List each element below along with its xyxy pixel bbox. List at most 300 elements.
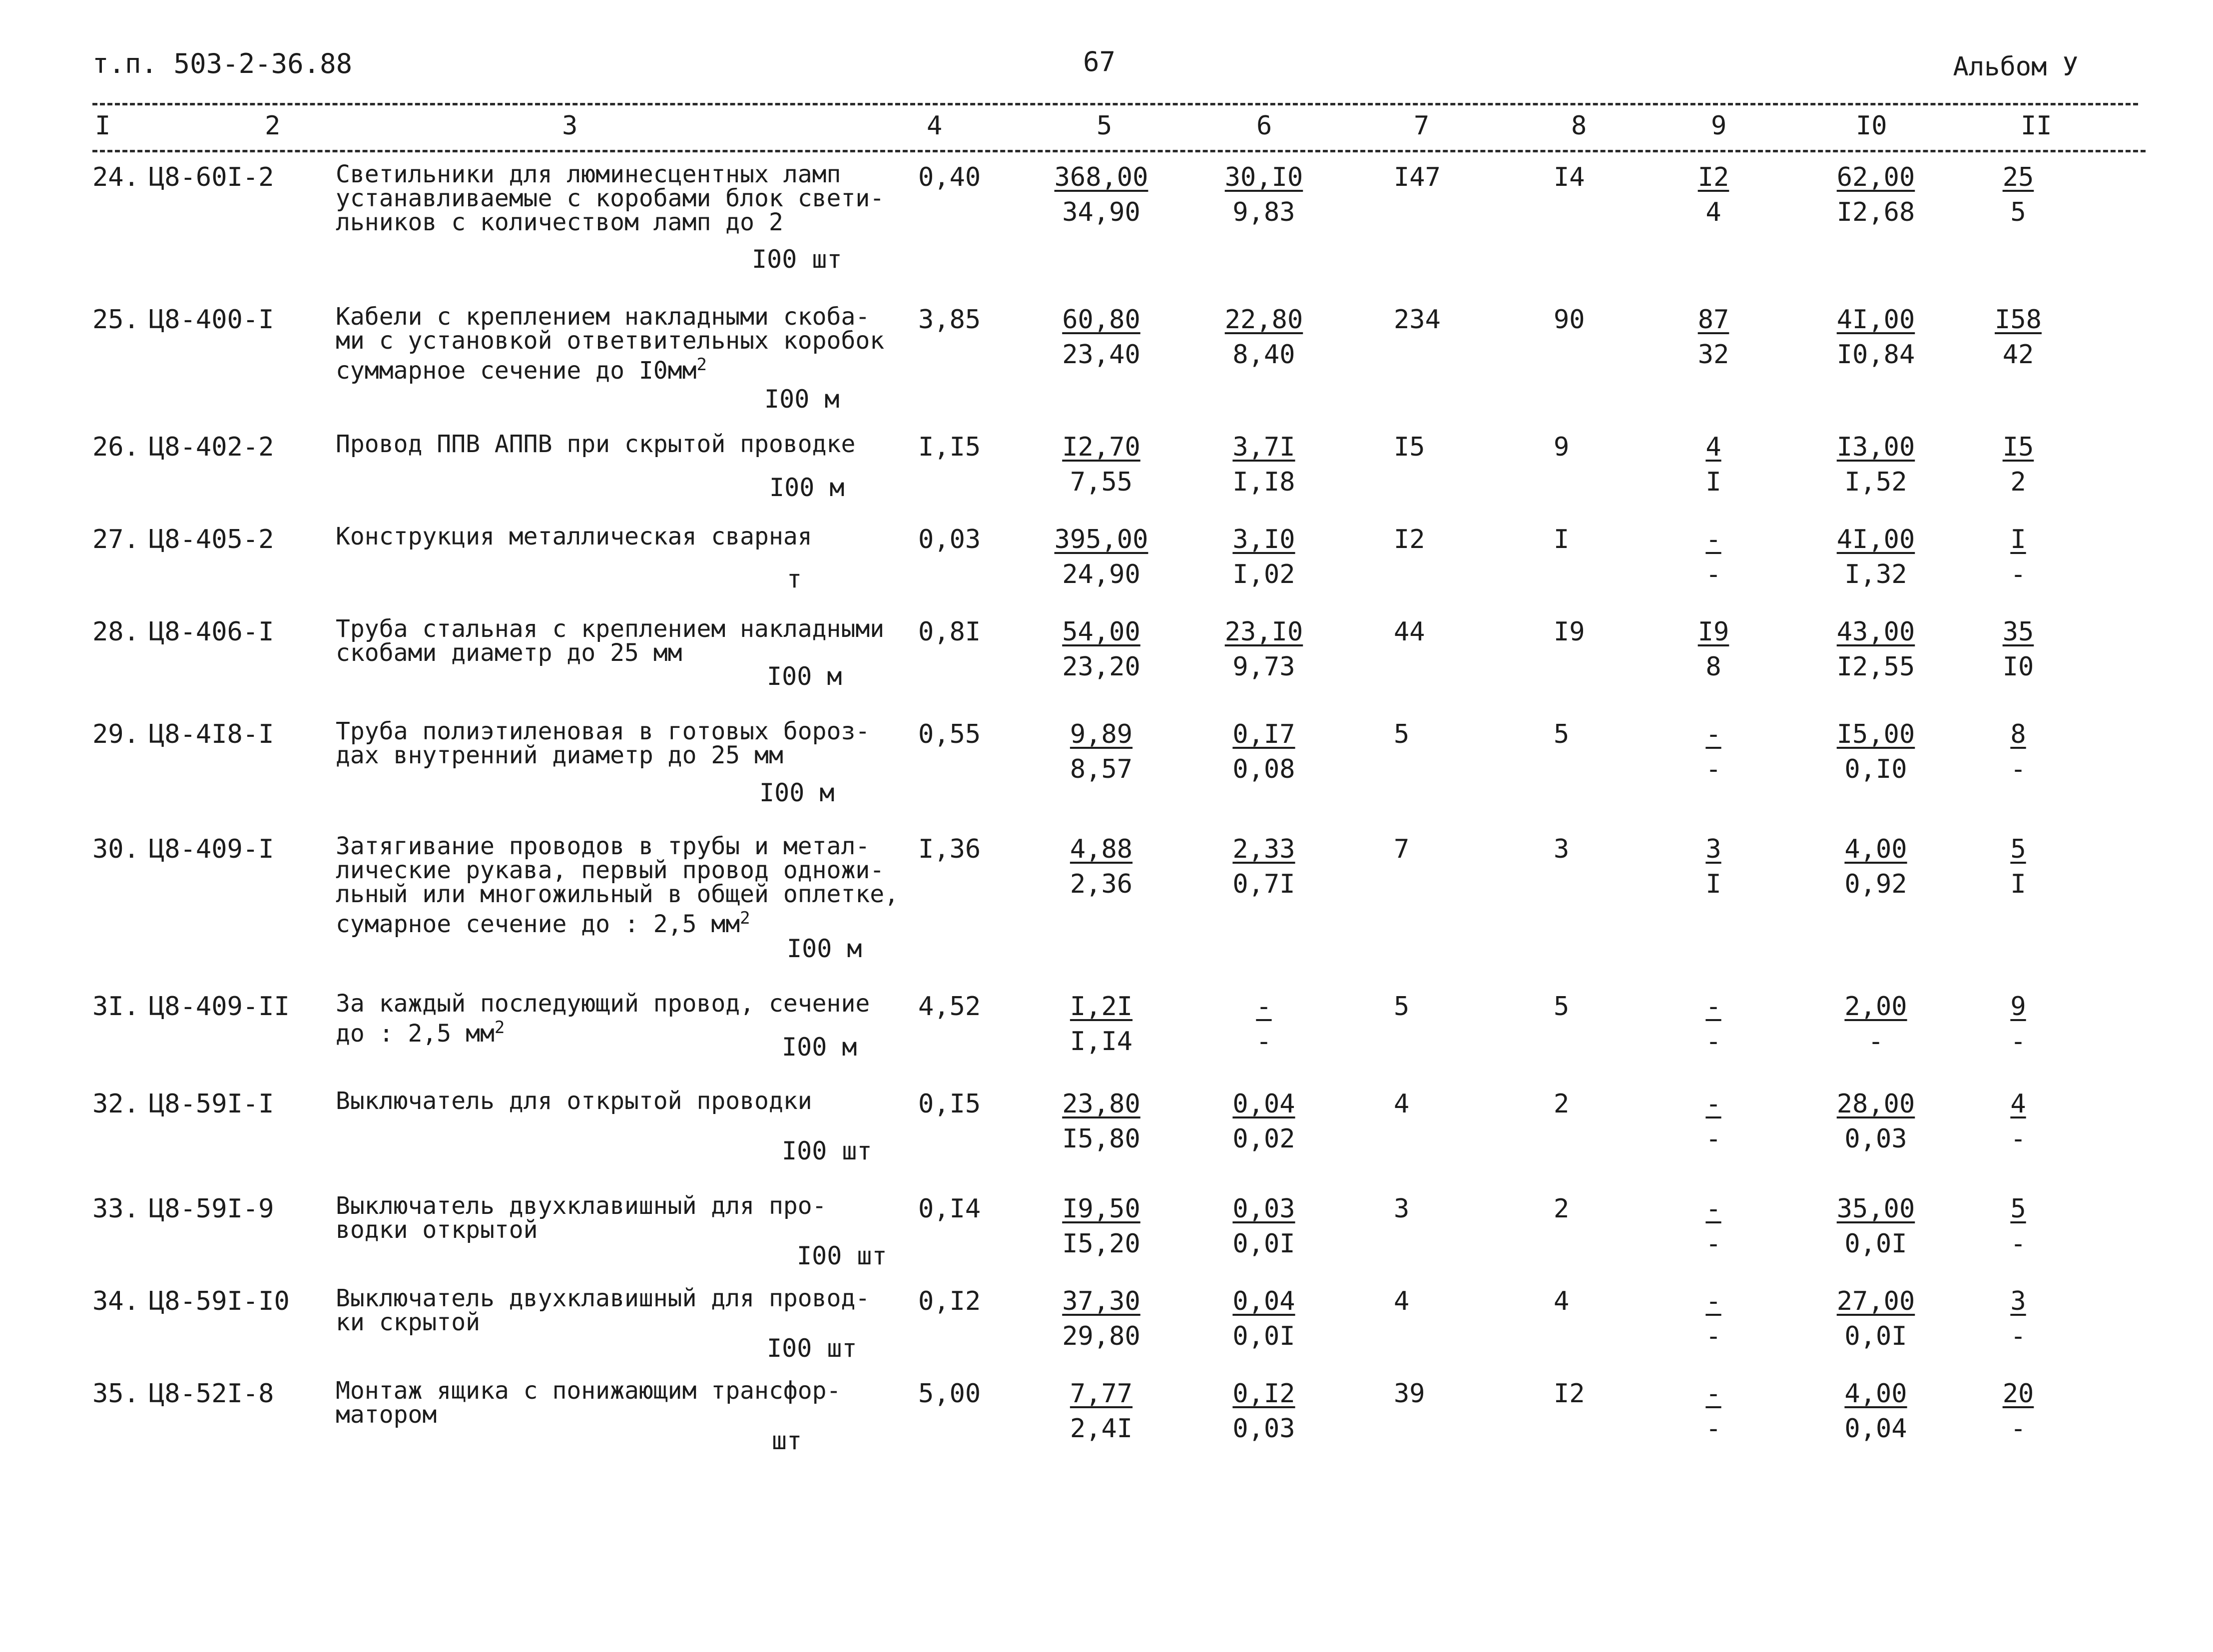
- denominator: 23,40: [1062, 340, 1140, 370]
- table-row: [0, 1377, 2213, 1455]
- value-col9: [1683, 1379, 1743, 1444]
- numerator: 4,88: [1070, 834, 1133, 864]
- description-line: Труба полиэтиленовая в готовых бороз-: [336, 717, 870, 745]
- value-col10: [1816, 1286, 1936, 1351]
- numerator: -: [1705, 1286, 1721, 1316]
- quantity: 3,85: [918, 305, 981, 335]
- document-code: т.п. 503-2-36.88: [92, 48, 353, 79]
- cost-direct: [1040, 834, 1162, 899]
- value-col10: [1816, 1194, 1936, 1259]
- row-number: 35.: [92, 1379, 139, 1409]
- value-col10: [1816, 834, 1936, 899]
- row-number: 3I.: [92, 992, 139, 1022]
- numerator: -: [1705, 992, 1721, 1022]
- denominator: -: [1705, 1229, 1721, 1259]
- cost-machines: [1214, 1379, 1314, 1444]
- value-col7: 3: [1394, 1194, 1410, 1224]
- denominator: 7,55: [1070, 467, 1133, 497]
- row-number: 27.: [92, 525, 139, 554]
- description-line: Конструкция металлическая сварная: [336, 523, 812, 551]
- numerator: 3: [2010, 1286, 2026, 1316]
- quantity: I,I5: [918, 432, 981, 462]
- cost-machines: [1214, 617, 1314, 682]
- cost-direct: [1040, 719, 1162, 784]
- numerator: 4,00: [1844, 1379, 1907, 1409]
- numerator: 23,I0: [1224, 617, 1303, 647]
- value-col8: 5: [1554, 992, 1570, 1022]
- value-col8: 2: [1554, 1089, 1570, 1119]
- row-number: 33.: [92, 1194, 139, 1224]
- album-label: Альбом У: [1953, 52, 2078, 82]
- description-line: За каждый последующий провод, сечение: [336, 990, 870, 1018]
- norm-code: Ц8-409-I: [149, 834, 274, 864]
- numerator: 9,89: [1070, 719, 1133, 749]
- denominator: 0,7I: [1232, 869, 1295, 899]
- work-description: [336, 1194, 827, 1242]
- cost-direct: [1040, 617, 1162, 682]
- denominator: 24,90: [1062, 559, 1140, 589]
- value-col10: [1816, 617, 1936, 682]
- numerator: I58: [1995, 305, 2042, 335]
- value-col11: [1991, 162, 2046, 227]
- table-row: [0, 303, 2213, 414]
- numerator: 8: [2010, 719, 2026, 749]
- description-line: Труба стальная с креплением накладными: [336, 615, 885, 643]
- norm-code: Ц8-409-II: [149, 992, 290, 1022]
- denominator: I2,55: [1836, 652, 1915, 682]
- numerator: 0,04: [1232, 1089, 1295, 1119]
- value-col8: I9: [1554, 617, 1585, 647]
- value-col9: [1683, 305, 1743, 370]
- row-number: 24.: [92, 162, 139, 192]
- value-col9: [1683, 834, 1743, 899]
- denominator: 32: [1697, 340, 1729, 370]
- cost-direct: [1040, 162, 1162, 227]
- denominator: -: [1705, 754, 1721, 784]
- denominator: 42: [2002, 340, 2034, 370]
- value-col10: [1816, 992, 1936, 1057]
- value-col10: [1816, 305, 1936, 370]
- table-row: [0, 430, 2213, 502]
- denominator: I0,84: [1836, 340, 1915, 370]
- numerator: 35,00: [1836, 1194, 1915, 1224]
- description-line: ки скрытой: [336, 1308, 480, 1336]
- numerator: -: [1705, 525, 1721, 554]
- column-number-10: I0: [1856, 111, 1887, 141]
- header-divider-bottom: [92, 150, 2146, 152]
- denominator: 0,02: [1232, 1124, 1295, 1154]
- norm-code: Ц8-59I-9: [149, 1194, 274, 1224]
- denominator: 8,57: [1070, 754, 1133, 784]
- denominator: 0,03: [1232, 1414, 1295, 1444]
- work-description: [336, 1379, 841, 1427]
- value-col7: 7: [1394, 834, 1410, 864]
- header-divider-top: [92, 103, 2138, 105]
- norm-code: Ц8-400-I: [149, 305, 274, 335]
- value-col8: I: [1554, 525, 1570, 554]
- numerator: 22,80: [1224, 305, 1303, 335]
- denominator: 0,0I: [1844, 1229, 1907, 1259]
- column-number-11: II: [2021, 111, 2052, 141]
- value-col9: [1683, 525, 1743, 589]
- work-description: [336, 719, 870, 767]
- column-number-1: I: [95, 111, 111, 141]
- value-col11: [1991, 525, 2046, 589]
- column-number-9: 9: [1711, 111, 1727, 141]
- numerator: 3: [1705, 834, 1721, 864]
- measurement-unit: I00 шт: [797, 1241, 887, 1270]
- value-col7: I2: [1394, 525, 1425, 554]
- denominator: 34,90: [1062, 197, 1140, 227]
- norm-code: Ц8-59I-I: [149, 1089, 274, 1119]
- quantity: 5,00: [918, 1379, 981, 1409]
- measurement-unit: I00 м: [782, 1033, 857, 1062]
- cost-direct: [1040, 432, 1162, 497]
- table-row: [0, 717, 2213, 807]
- work-description: [336, 305, 884, 383]
- cost-direct: [1040, 525, 1162, 589]
- denominator: 0,0I: [1232, 1229, 1295, 1259]
- value-col8: 3: [1554, 834, 1570, 864]
- value-col11: [1991, 1286, 2046, 1351]
- denominator: -: [2010, 1027, 2026, 1057]
- numerator: 28,00: [1836, 1089, 1915, 1119]
- denominator: 4: [1705, 197, 1721, 227]
- denominator: 23,20: [1062, 652, 1140, 682]
- numerator: -: [1256, 992, 1272, 1022]
- row-number: 25.: [92, 305, 139, 335]
- value-col7: 44: [1394, 617, 1425, 647]
- description-line: Выключатель двухклавишный для про-: [336, 1192, 827, 1220]
- value-col7: 234: [1394, 305, 1441, 335]
- work-description: [336, 1286, 870, 1334]
- numerator: 7,77: [1070, 1379, 1133, 1409]
- work-description: [336, 525, 812, 549]
- denominator: -: [2010, 559, 2026, 589]
- denominator: 2: [2010, 467, 2026, 497]
- row-number: 32.: [92, 1089, 139, 1119]
- numerator: 30,I0: [1224, 162, 1303, 192]
- value-col11: [1991, 992, 2046, 1057]
- description-line: устанавливаемые с коробами блок свети-: [336, 184, 885, 212]
- cost-direct: [1040, 1194, 1162, 1259]
- value-col10: [1816, 719, 1936, 784]
- numerator: 4: [1705, 432, 1721, 462]
- description-line: Затягивание проводов в трубы и метал-: [336, 832, 870, 860]
- numerator: 54,00: [1062, 617, 1140, 647]
- value-col7: 5: [1394, 719, 1410, 749]
- denominator: -: [2010, 1414, 2026, 1444]
- numerator: 20: [2002, 1379, 2034, 1409]
- denominator: 0,08: [1232, 754, 1295, 784]
- denominator: I2,68: [1836, 197, 1915, 227]
- numerator: -: [1705, 1379, 1721, 1409]
- table-row: [0, 615, 2213, 691]
- value-col11: [1991, 305, 2046, 370]
- table-row: [0, 832, 2213, 963]
- table-row: [0, 523, 2213, 593]
- norm-code: Ц8-4I8-I: [149, 719, 274, 749]
- superscript: 2: [740, 908, 750, 928]
- description-line: Светильники для люминесцентных ламп: [336, 160, 841, 188]
- superscript: 2: [696, 355, 707, 375]
- value-col7: I47: [1394, 162, 1441, 192]
- cost-machines: [1214, 1089, 1314, 1154]
- quantity: 4,52: [918, 992, 981, 1022]
- quantity: 0,I5: [918, 1089, 981, 1119]
- numerator: 35: [2002, 617, 2034, 647]
- value-col11: [1991, 719, 2046, 784]
- description-line: льный или многожильный в общей оплетке,: [336, 880, 899, 908]
- denominator: I,I4: [1070, 1027, 1133, 1057]
- table-row: [0, 1284, 2213, 1363]
- numerator: 87: [1697, 305, 1729, 335]
- norm-code: Ц8-405-2: [149, 525, 274, 554]
- cost-machines: [1214, 1194, 1314, 1259]
- denominator: 29,80: [1062, 1321, 1140, 1351]
- description-line: сумарное сечение до : 2,5 $мм^2$: [336, 908, 750, 938]
- measurement-unit: I00 шт: [782, 1136, 872, 1165]
- quantity: 0,03: [918, 525, 981, 554]
- denominator: 8,40: [1232, 340, 1295, 370]
- value-col8: 9: [1554, 432, 1570, 462]
- numerator: I: [2010, 525, 2026, 554]
- denominator: -: [1705, 1124, 1721, 1154]
- denominator: I5,80: [1062, 1124, 1140, 1154]
- value-col9: [1683, 162, 1743, 227]
- numerator: I,2I: [1070, 992, 1133, 1022]
- quantity: 0,I2: [918, 1286, 981, 1316]
- denominator: -: [1868, 1027, 1884, 1057]
- denominator: -: [2010, 1229, 2026, 1259]
- denominator: -: [1705, 1027, 1721, 1057]
- numerator: 43,00: [1836, 617, 1915, 647]
- numerator: 0,I2: [1232, 1379, 1295, 1409]
- value-col7: 39: [1394, 1379, 1425, 1409]
- numerator: I2: [1697, 162, 1729, 192]
- denominator: I,I8: [1232, 467, 1295, 497]
- numerator: I9,50: [1062, 1194, 1140, 1224]
- denominator: -: [1705, 559, 1721, 589]
- numerator: 4I,00: [1836, 525, 1915, 554]
- quantity: I,36: [918, 834, 981, 864]
- value-col8: 5: [1554, 719, 1570, 749]
- cost-machines: [1214, 305, 1314, 370]
- denominator: I,02: [1232, 559, 1295, 589]
- cost-machines: [1214, 525, 1314, 589]
- numerator: 9: [2010, 992, 2026, 1022]
- column-number-4: 4: [927, 111, 943, 141]
- cost-machines: [1214, 834, 1314, 899]
- numerator: I9: [1697, 617, 1729, 647]
- numerator: 0,04: [1232, 1286, 1295, 1316]
- cost-direct: [1040, 992, 1162, 1057]
- denominator: I: [2010, 869, 2026, 899]
- numerator: 2,00: [1844, 992, 1907, 1022]
- value-col10: [1816, 1379, 1936, 1444]
- numerator: 4,00: [1844, 834, 1907, 864]
- numerator: 37,30: [1062, 1286, 1140, 1316]
- column-number-2: 2: [265, 111, 281, 141]
- norm-code: Ц8-406-I: [149, 617, 274, 647]
- measurement-unit: I00 шт: [767, 1334, 857, 1363]
- numerator: 368,00: [1054, 162, 1148, 192]
- numerator: 0,03: [1232, 1194, 1295, 1224]
- column-number-3: 3: [562, 111, 578, 141]
- row-number: 30.: [92, 834, 139, 864]
- cost-machines: [1214, 432, 1314, 497]
- table-row: [0, 1192, 2213, 1270]
- value-col11: [1991, 617, 2046, 682]
- norm-code: Ц8-60I-2: [149, 162, 274, 192]
- numerator: -: [1705, 1194, 1721, 1224]
- value-col10: [1816, 432, 1936, 497]
- numerator: 395,00: [1054, 525, 1148, 554]
- numerator: 2,33: [1232, 834, 1295, 864]
- value-col7: 5: [1394, 992, 1410, 1022]
- numerator: 25: [2002, 162, 2034, 192]
- description-line: до : 2,5 $мм^2$: [336, 1018, 505, 1048]
- numerator: -: [1705, 719, 1721, 749]
- measurement-unit: шт: [772, 1426, 802, 1455]
- numerator: 3,7I: [1232, 432, 1295, 462]
- cost-machines: [1214, 1286, 1314, 1351]
- norm-code: Ц8-52I-8: [149, 1379, 274, 1409]
- superscript: 2: [494, 1018, 505, 1038]
- description-line: ми с установкой ответвительных коробок: [336, 327, 885, 355]
- measurement-unit: I00 м: [764, 385, 840, 414]
- numerator: I5: [2002, 432, 2034, 462]
- value-col10: [1816, 1089, 1936, 1154]
- value-col9: [1683, 617, 1743, 682]
- description-line: суммарное сечение до $I0мм^2$: [336, 355, 707, 385]
- denominator: 9,83: [1232, 197, 1295, 227]
- denominator: I: [1705, 467, 1721, 497]
- cost-direct: [1040, 305, 1162, 370]
- measurement-unit: I00 м: [767, 662, 842, 691]
- column-number-8: 8: [1571, 111, 1587, 141]
- column-number-7: 7: [1414, 111, 1430, 141]
- numerator: 27,00: [1836, 1286, 1915, 1316]
- row-number: 26.: [92, 432, 139, 462]
- denominator: 8: [1705, 652, 1721, 682]
- denominator: -: [1705, 1414, 1721, 1444]
- numerator: 5: [2010, 834, 2026, 864]
- description-line: водки открытой: [336, 1216, 538, 1244]
- description-line: Монтаж ящика с понижающим трансфор-: [336, 1377, 841, 1405]
- numerator: 23,80: [1062, 1089, 1140, 1119]
- work-description: [336, 1089, 812, 1113]
- quantity: 0,8I: [918, 617, 981, 647]
- measurement-unit: I00 м: [769, 473, 845, 502]
- denominator: I,52: [1844, 467, 1907, 497]
- cost-machines: [1214, 992, 1314, 1057]
- denominator: I,32: [1844, 559, 1907, 589]
- table-row: [0, 1087, 2213, 1165]
- cost-direct: [1040, 1286, 1162, 1351]
- row-number: 34.: [92, 1286, 139, 1316]
- norm-code: Ц8-402-2: [149, 432, 274, 462]
- description-line: Провод ППВ АППВ при скрытой проводке: [336, 430, 856, 458]
- numerator: 3,I0: [1232, 525, 1295, 554]
- denominator: -: [2010, 754, 2026, 784]
- value-col8: 90: [1554, 305, 1585, 335]
- numerator: 0,I7: [1232, 719, 1295, 749]
- cost-machines: [1214, 719, 1314, 784]
- row-number: 29.: [92, 719, 139, 749]
- norm-code: Ц8-59I-I0: [149, 1286, 290, 1316]
- description-line: скобами диаметр до 25 мм: [336, 639, 682, 667]
- cost-direct: [1040, 1089, 1162, 1154]
- quantity: 0,55: [918, 719, 981, 749]
- denominator: I5,20: [1062, 1229, 1140, 1259]
- work-description: [336, 834, 899, 936]
- numerator: 5: [2010, 1194, 2026, 1224]
- denominator: 0,03: [1844, 1124, 1907, 1154]
- measurement-unit: I00 м: [759, 778, 835, 807]
- numerator: 60,80: [1062, 305, 1140, 335]
- description-line: льников с количеством ламп до 2: [336, 208, 783, 236]
- value-col11: [1991, 834, 2046, 899]
- value-col11: [1991, 432, 2046, 497]
- value-col9: [1683, 1286, 1743, 1351]
- table-row: [0, 160, 2213, 274]
- value-col10: [1816, 525, 1936, 589]
- value-col7: 4: [1394, 1286, 1410, 1316]
- cost-machines: [1214, 162, 1314, 227]
- value-col9: [1683, 719, 1743, 784]
- denominator: 0,0I: [1232, 1321, 1295, 1351]
- value-col7: I5: [1394, 432, 1425, 462]
- value-col9: [1683, 1194, 1743, 1259]
- denominator: -: [2010, 1124, 2026, 1154]
- denominator: 9,73: [1232, 652, 1295, 682]
- numerator: 62,00: [1836, 162, 1915, 192]
- description-line: Выключатель для открытой проводки: [336, 1087, 812, 1115]
- work-description: [336, 432, 855, 456]
- denominator: 0,I0: [1844, 754, 1907, 784]
- numerator: 4I,00: [1836, 305, 1915, 335]
- description-line: лические рукава, первый провод одножи-: [336, 856, 885, 884]
- numerator: -: [1705, 1089, 1721, 1119]
- denominator: 0,04: [1844, 1414, 1907, 1444]
- table-row: [0, 990, 2213, 1062]
- denominator: 5: [2010, 197, 2026, 227]
- value-col8: I4: [1554, 162, 1585, 192]
- denominator: I: [1705, 869, 1721, 899]
- value-col7: 4: [1394, 1089, 1410, 1119]
- numerator: I5,00: [1836, 719, 1915, 749]
- denominator: 2,36: [1070, 869, 1133, 899]
- value-col9: [1683, 992, 1743, 1057]
- value-col10: [1816, 162, 1936, 227]
- numerator: I2,70: [1062, 432, 1140, 462]
- column-number-6: 6: [1256, 111, 1272, 141]
- column-number-5: 5: [1097, 111, 1112, 141]
- value-col11: [1991, 1379, 2046, 1444]
- work-description: [336, 162, 884, 234]
- value-col8: 4: [1554, 1286, 1570, 1316]
- value-col9: [1683, 432, 1743, 497]
- row-number: 28.: [92, 617, 139, 647]
- description-line: Выключатель двухклавишный для провод-: [336, 1284, 870, 1312]
- description-line: матором: [336, 1401, 437, 1429]
- measurement-unit: I00 м: [787, 934, 862, 963]
- description-line: дах внутренний диаметр до 25 мм: [336, 741, 783, 769]
- value-col9: [1683, 1089, 1743, 1154]
- value-col11: [1991, 1089, 2046, 1154]
- denominator: I0: [2002, 652, 2034, 682]
